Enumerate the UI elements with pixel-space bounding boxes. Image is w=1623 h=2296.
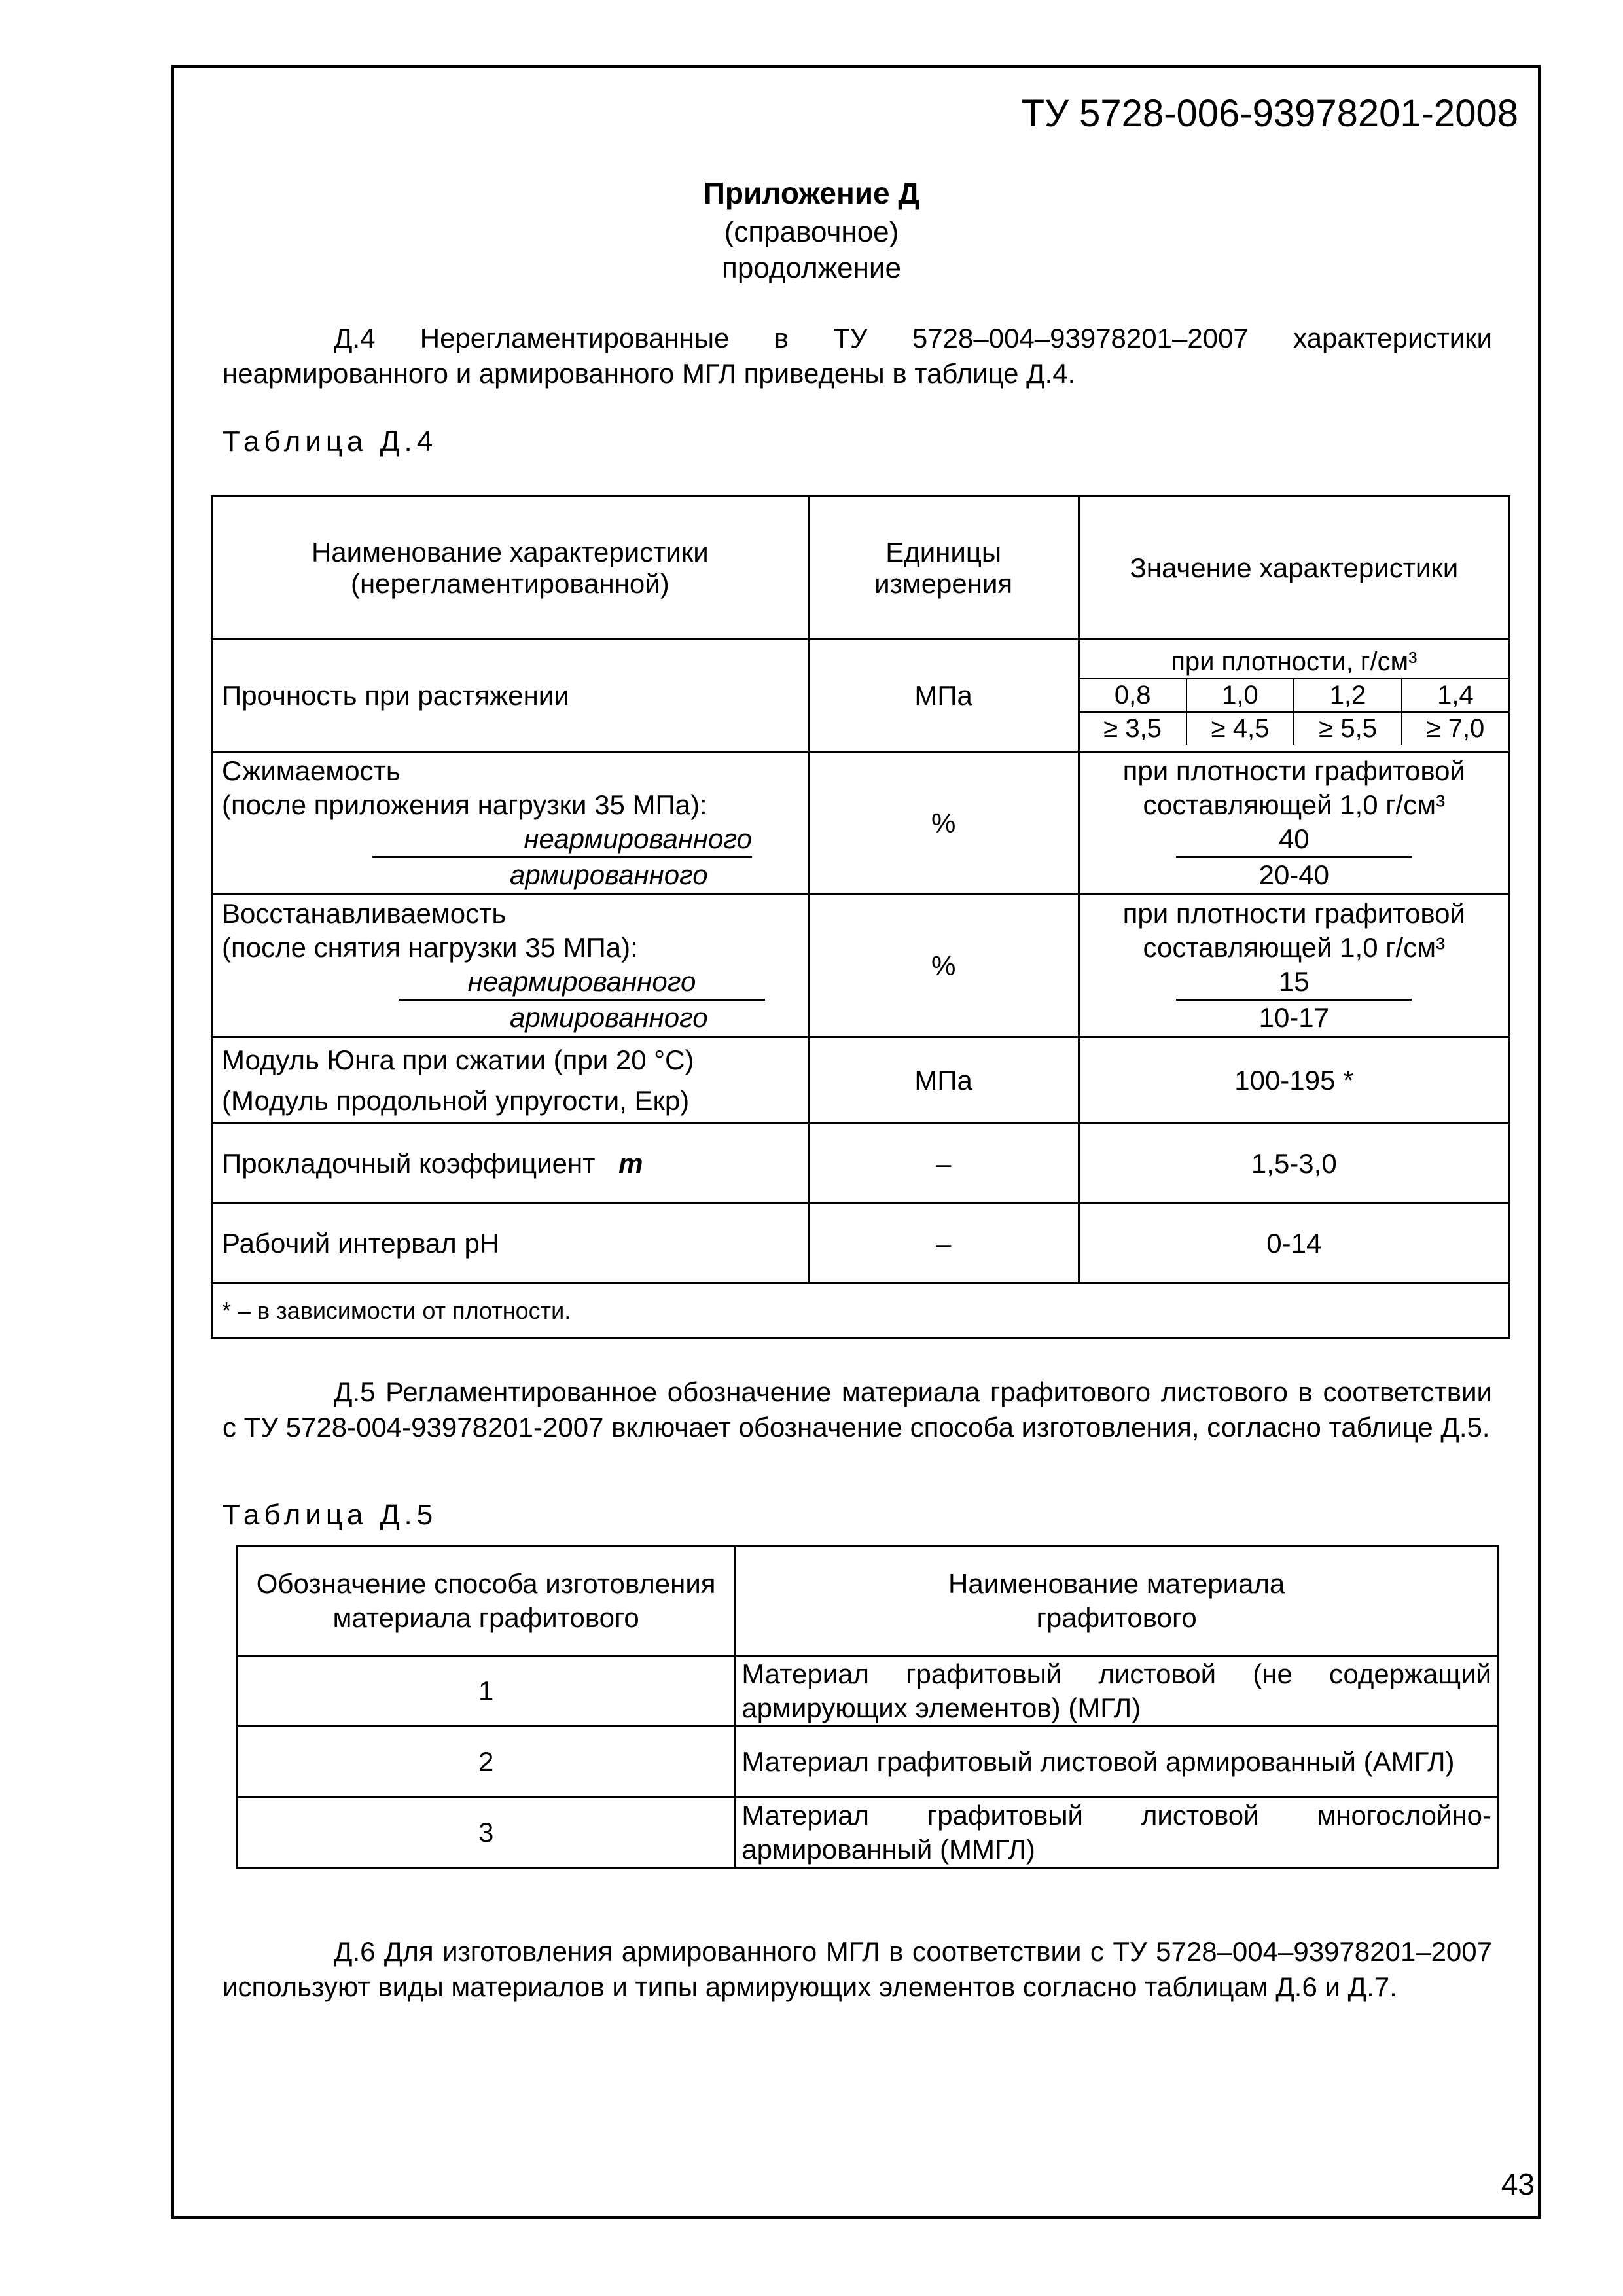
row-code-3: 3 (237, 1797, 736, 1868)
recovery-reinforced: армированного (510, 1002, 708, 1033)
young-line1: Модуль Юнга при сжатии (при 20 °С) (222, 1044, 694, 1075)
gasket-name: Прокладочный коэффициент (222, 1147, 596, 1179)
table-d5-caption: Таблица Д.5 (223, 1499, 438, 1531)
ph-value: 0-14 (1079, 1204, 1509, 1283)
row-name-3: Материал графитовый листовой многослойно-армированный (ММГЛ) (736, 1797, 1498, 1868)
recovery-non-reinforced: неармированного (399, 965, 765, 1001)
compress-value-cell (1079, 752, 1509, 895)
recovery-line1: Восстанавливаемость (222, 898, 507, 929)
tensile-value-3: ≥ 7,0 (1402, 712, 1508, 745)
table-row (237, 1727, 1498, 1797)
density-0: 0,8 (1080, 679, 1186, 712)
recovery-unit: % (808, 895, 1079, 1037)
compress-note-1: при плотности графитовой (1122, 755, 1465, 786)
table-row-ph (212, 1204, 1510, 1283)
row-code-2: 2 (237, 1727, 736, 1797)
table-row-tensile (212, 639, 1510, 752)
table-row-compress (212, 752, 1510, 895)
table-row-young (212, 1037, 1510, 1124)
density-2: 1,2 (1294, 679, 1402, 712)
recovery-note-1: при плотности графитовой (1122, 898, 1465, 929)
table-d4-caption: Таблица Д.4 (223, 425, 438, 457)
row-name-2: Материал графитовый листовой армированный (АМГЛ) (736, 1727, 1498, 1797)
compress-value-rein: 20-40 (1258, 859, 1330, 890)
table-d5-header-row (237, 1546, 1498, 1656)
ph-name: Рабочий интервал pH (212, 1204, 809, 1283)
young-unit: МПа (808, 1037, 1079, 1124)
header-code: Обозначение способа изготовления материала графитового (237, 1546, 736, 1656)
appendix-continuation: продолжение (722, 252, 901, 284)
table-row (237, 1656, 1498, 1727)
tensile-value-0: ≥ 3,5 (1080, 712, 1186, 745)
recovery-value-rein: 10-17 (1258, 1002, 1330, 1033)
table-row-gasket (212, 1124, 1510, 1204)
recovery-note-2: составляющей 1,0 г/см³ (1143, 932, 1446, 963)
recovery-line2: (после снятия нагрузки 35 МПа): (222, 932, 638, 963)
gasket-value: 1,5-3,0 (1079, 1124, 1509, 1204)
tensile-value-1: ≥ 4,5 (1186, 712, 1294, 745)
table-d4-header-row (212, 497, 1510, 639)
tensile-name: Прочность при растяжении (212, 639, 809, 752)
header-value: Значение характеристики (1079, 497, 1509, 639)
page-number: 43 (1501, 2167, 1535, 2201)
tensile-values-cell (1079, 639, 1509, 752)
compress-line1: Сжимаемость (222, 755, 401, 786)
paragraph-d4: Д.4 Нерегламентированные в ТУ 5728–004–93978201–2007 характеристики неармированного и армированного МГЛ приведены в таблице Д.4. (223, 323, 1492, 389)
paragraph-d5: Д.5 Регламентированное обозначение материала графитового листового в соответствии с ТУ 5728-004-93978201-2007 включает обозначение способа изготовления, согласно таблице Д.5. (223, 1376, 1492, 1443)
tensile-value-2: ≥ 5,5 (1294, 712, 1402, 745)
row-code-1: 1 (237, 1656, 736, 1727)
recovery-name-cell (212, 895, 809, 1037)
table-d5 (236, 1545, 1499, 1869)
recovery-value-non: 15 (1176, 965, 1412, 1001)
appendix-title: Приложение Д (703, 176, 920, 210)
compress-unit: % (808, 752, 1079, 895)
density-3: 1,4 (1402, 679, 1508, 712)
table-d4-footnote: * – в зависимости от плотности. (212, 1283, 1510, 1338)
tensile-subtable (1080, 646, 1508, 745)
header-name: Наименование характеристики (нерегламентированной) (212, 497, 809, 639)
recovery-value-cell (1079, 895, 1509, 1037)
tensile-unit: МПа (808, 639, 1079, 752)
header-material-name: Наименование материала графитового (736, 1546, 1498, 1656)
compress-non-reinforced: неармированного (372, 822, 752, 858)
row-name-1: Материал графитовый листовой (не содержащий армирующих элементов) (МГЛ) (736, 1656, 1498, 1727)
gasket-symbol: m (618, 1147, 643, 1179)
young-value: 100-195 * (1079, 1037, 1509, 1124)
table-row (237, 1797, 1498, 1868)
compress-name-cell (212, 752, 809, 895)
young-name-cell (212, 1037, 809, 1124)
tensile-density-label: при плотности, г/см³ (1080, 646, 1508, 679)
gasket-name-cell (212, 1124, 809, 1204)
compress-note-2: составляющей 1,0 г/см³ (1143, 789, 1446, 820)
compress-value-non: 40 (1176, 822, 1412, 858)
table-row-recovery (212, 895, 1510, 1037)
ph-unit: – (808, 1204, 1079, 1283)
table-d4-footnote-row (212, 1283, 1510, 1338)
density-1: 1,0 (1186, 679, 1294, 712)
table-d4 (211, 495, 1510, 1339)
compress-line2: (после приложения нагрузки 35 МПа): (222, 789, 707, 820)
young-line2: (Модуль продольной упругости, Екр) (222, 1085, 690, 1116)
paragraph-d6: Д.6 Для изготовления армированного МГЛ в соответствии с ТУ 5728–004–93978201–2007 используют виды материалов и типы армирующих элементов согласно таблицам Д.6 и Д.7. (223, 1936, 1492, 2002)
compress-reinforced: армированного (510, 859, 708, 890)
appendix-subtitle: (справочное) (724, 216, 899, 248)
document-number: ТУ 5728-006-93978201-2008 (1021, 92, 1518, 135)
header-units: Единицы измерения (808, 497, 1079, 639)
gasket-unit: – (808, 1124, 1079, 1204)
